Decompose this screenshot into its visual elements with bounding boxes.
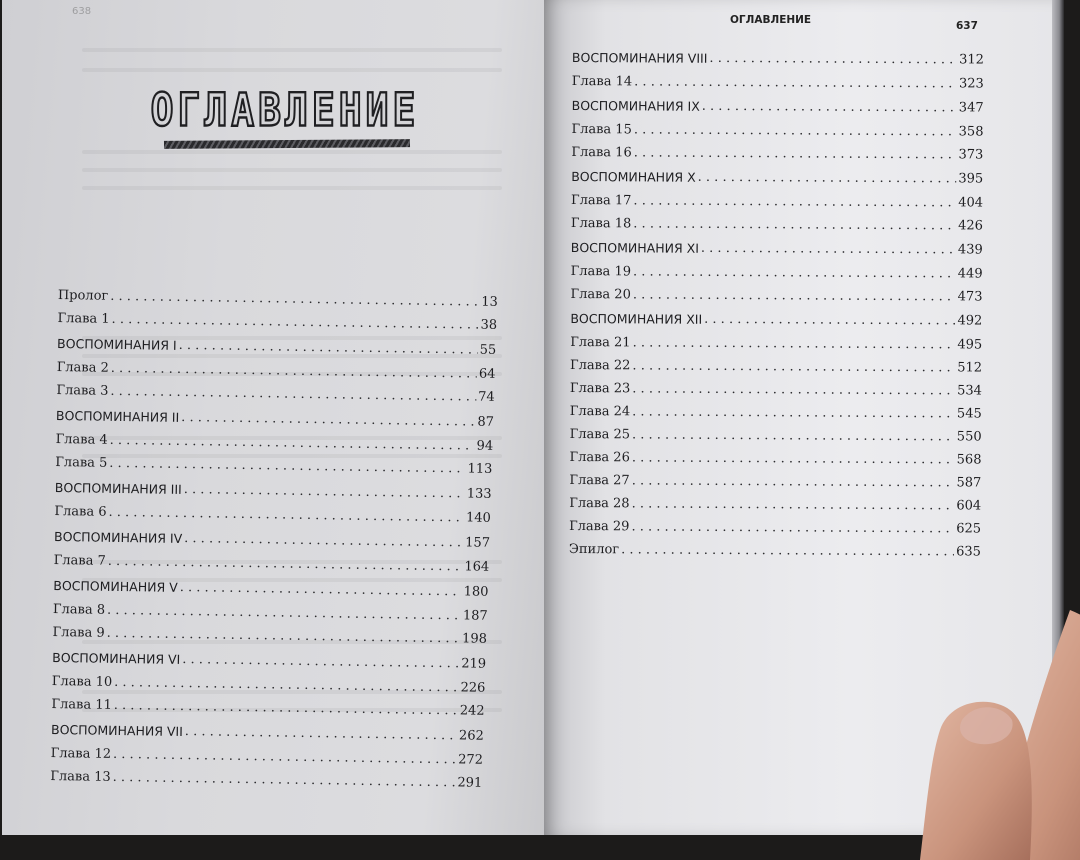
toc-entry-label: Глава 16 [571, 144, 632, 161]
toc-entry-page: 164 [464, 559, 490, 575]
toc-entry [572, 74, 984, 93]
toc-entry-page: 495 [957, 337, 983, 353]
toc-entry [570, 427, 982, 446]
toc-entry-page: 242 [459, 703, 485, 719]
toc-entry [50, 769, 482, 792]
toc-entry [570, 404, 982, 423]
toc-entry [569, 542, 981, 561]
toc-entry-page: 358 [958, 124, 984, 140]
toc-entry [53, 602, 488, 625]
toc-leader-dots [107, 603, 461, 625]
toc-entry [572, 98, 984, 117]
toc-entry-label: Эпилог [568, 541, 620, 558]
toc-list-left [50, 288, 498, 791]
toc-leader-dots [108, 505, 464, 527]
toc-entry-label: Глава 27 [569, 472, 630, 489]
toc-entry-page: 94 [476, 438, 494, 454]
toc-leader-dots [632, 450, 955, 468]
toc-entry-page: 404 [958, 195, 984, 211]
toc-leader-dots [634, 74, 957, 92]
toc-leader-dots [108, 554, 463, 576]
toc-entry-label: Глава 20 [570, 286, 631, 303]
toc-entry [54, 528, 490, 551]
toc-entry-label: Глава 4 [55, 431, 108, 448]
toc-entry-page: 426 [958, 218, 983, 234]
toc-entry [51, 697, 484, 720]
toc-entry-page: 157 [465, 534, 491, 551]
toc-entry-label: Глава 13 [50, 768, 111, 785]
toc-entry [571, 240, 983, 259]
toc-entry-label: Глава 3 [56, 382, 109, 399]
toc-entry-label: Глава 28 [569, 495, 630, 512]
toc-entry-label: ВОСПОМИНАНИЯ X [571, 168, 696, 185]
toc-entry-label: Глава 11 [51, 696, 112, 713]
toc-entry-page: 312 [959, 52, 984, 68]
toc-entry-page: 347 [958, 100, 984, 116]
toc-leader-dots [185, 724, 457, 744]
toc-leader-dots [709, 51, 957, 69]
toc-entry [570, 358, 982, 377]
toc-entry [54, 553, 490, 576]
toc-entry [570, 311, 982, 330]
toc-entry-label: Глава 8 [52, 601, 106, 618]
toc-leader-dots [633, 287, 956, 305]
toc-list-right [568, 50, 984, 560]
toc-entry [569, 450, 981, 469]
toc-entry-label: Глава 7 [53, 552, 106, 569]
toc-entry-label: Глава 10 [51, 673, 113, 690]
toc-entry [56, 383, 495, 406]
toc-entry-page: 534 [957, 383, 982, 399]
toc-entry [570, 287, 982, 306]
left-page-number: 638 [72, 6, 92, 17]
toc-entry-label: ВОСПОМИНАНИЯ V [53, 577, 178, 595]
toc-entry-label: Глава 9 [52, 624, 105, 641]
toc-entry [54, 504, 491, 527]
toc-entry-page: 587 [956, 475, 982, 491]
toc-leader-dots [110, 289, 479, 311]
toc-entry-page: 140 [465, 510, 491, 526]
toc-entry-label: Глава 2 [56, 359, 109, 376]
toc-entry-page: 87 [477, 414, 495, 430]
toc-entry-label: ВОСПОМИНАНИЯ III [54, 479, 182, 497]
toc-entry [569, 519, 981, 538]
toc-entry-page: 272 [458, 752, 484, 768]
toc-leader-dots [701, 241, 956, 259]
toc-entry [56, 407, 494, 430]
toc-entry [571, 145, 983, 164]
left-page [2, 0, 544, 835]
toc-leader-dots [633, 216, 956, 234]
toc-leader-dots [109, 456, 465, 478]
toc-entry-label: ВОСПОМИНАНИЯ XI [570, 239, 699, 256]
toc-entry-page: 625 [956, 521, 982, 537]
toc-entry [571, 169, 983, 188]
toc-leader-dots [107, 626, 461, 648]
running-head: ОГЛАВЛЕНИЕ [730, 14, 812, 26]
toc-entry [51, 746, 484, 769]
toc-leader-dots [704, 312, 955, 330]
toc-entry [58, 288, 498, 311]
toc-leader-dots [634, 145, 957, 163]
toc-entry [570, 381, 982, 400]
toc-entry-label: Глава 1 [57, 310, 110, 327]
toc-entry-page: 262 [458, 727, 484, 744]
toc-entry [57, 311, 497, 334]
toc-entry-page: 449 [957, 266, 983, 282]
toc-entry-label: Глава 18 [570, 215, 632, 232]
toc-entry-label: Глава 29 [569, 518, 630, 535]
toc-entry-page: 198 [461, 631, 488, 647]
toc-entry-page: 604 [956, 498, 982, 514]
toc-leader-dots [631, 519, 954, 537]
toc-entry-page: 113 [467, 461, 493, 477]
toc-entry-label: Глава 14 [571, 73, 633, 90]
toc-entry [571, 122, 983, 141]
toc-leader-dots [113, 747, 456, 768]
toc-entry-label: ВОСПОМИНАНИЯ VI [52, 649, 181, 667]
toc-entry-page: 187 [462, 608, 488, 624]
toc-entry-page: 226 [460, 680, 486, 696]
toc-leader-dots [180, 579, 462, 599]
toc-entry-page: 291 [457, 775, 483, 791]
toc-entry-page: 219 [461, 655, 487, 672]
toc-leader-dots [114, 698, 458, 719]
toc-entry-label: Глава 25 [569, 426, 631, 443]
toc-leader-dots [184, 531, 463, 551]
toc-entry-label: Глава 12 [50, 745, 112, 762]
toc-entry-page: 64 [478, 366, 496, 382]
toc-entry-label: ВОСПОМИНАНИЯ IX [571, 97, 700, 114]
toc-leader-dots [110, 384, 476, 406]
toc-entry [51, 721, 484, 744]
toc-entry-label: ВОСПОМИНАНИЯ VII [50, 721, 183, 739]
toc-leader-dots [632, 381, 955, 399]
toc-leader-dots [632, 427, 955, 445]
toc-leader-dots [698, 170, 957, 188]
toc-entry-page: 13 [481, 294, 498, 310]
toc-entry [569, 496, 981, 515]
toc-entry-page: 395 [958, 171, 984, 187]
toc-entry [55, 455, 492, 478]
toc-leader-dots [633, 264, 956, 282]
toc-leader-dots [182, 651, 459, 671]
toc-entry-label: Глава 17 [571, 192, 632, 209]
toc-entry [571, 216, 983, 235]
toc-entry-label: ВОСПОМИНАНИЯ IV [53, 528, 183, 546]
toc-entry-page: 473 [957, 289, 983, 305]
toc-entry-label: Глава 22 [570, 357, 631, 374]
toc-entry [57, 360, 496, 383]
toc-entry-page: 512 [957, 360, 983, 376]
toc-leader-dots [113, 770, 456, 791]
toc-entry [570, 335, 982, 354]
toc-leader-dots [702, 99, 957, 117]
toc-entry-page: 323 [958, 76, 984, 92]
toc-leader-dots [184, 482, 465, 502]
toc-entry-label: ВОСПОМИНАНИЯ XII [570, 310, 703, 327]
toc-entry-page: 55 [479, 342, 497, 358]
toc-entry-page: 492 [957, 313, 983, 329]
toc-leader-dots [633, 335, 956, 353]
toc-leader-dots [633, 193, 956, 211]
toc-entry-page: 439 [957, 242, 983, 258]
toc-entry-label: ВОСПОМИНАНИЯ VIII [571, 50, 708, 66]
toc-entry-page: 568 [956, 452, 982, 468]
toc-entry [569, 473, 981, 492]
toc-entry [55, 479, 492, 502]
toc-leader-dots [111, 361, 477, 383]
toc-entry-label: Глава 6 [54, 503, 107, 520]
toc-entry-label: Глава 23 [569, 380, 631, 397]
toc-leader-dots [632, 404, 955, 422]
toc-leader-dots [632, 473, 955, 491]
toc-entry-page: 180 [463, 583, 489, 600]
toc-entry-page: 545 [956, 406, 982, 422]
toc-entry-label: ВОСПОМИНАНИЯ II [55, 407, 180, 425]
toc-entry-page: 550 [956, 429, 982, 445]
toc-title: ОГЛАВЛЕНИЕ [150, 83, 420, 137]
toc-entry-page: 133 [466, 485, 492, 502]
toc-entry-page: 373 [958, 147, 984, 163]
toc-entry-label: Глава 26 [569, 449, 630, 466]
toc-leader-dots [632, 496, 955, 514]
toc-leader-dots [632, 358, 955, 376]
toc-entry-label: Глава 5 [55, 454, 108, 471]
toc-entry-label: Глава 15 [571, 121, 632, 138]
toc-entry-label: Пролог [57, 288, 109, 304]
toc-entry-label: Глава 19 [570, 263, 632, 280]
title-underline [164, 139, 410, 149]
toc-entry-label: ВОСПОМИНАНИЯ I [57, 335, 177, 353]
toc-entry-label: Глава 21 [570, 334, 631, 351]
toc-entry-page: 74 [478, 389, 495, 405]
toc-entry-page: 38 [480, 317, 498, 333]
holding-thumb [920, 600, 1080, 860]
toc-entry [572, 50, 984, 69]
toc-heading [150, 83, 420, 137]
page-number: 637 [956, 20, 978, 32]
toc-entry [571, 193, 983, 212]
toc-leader-dots [621, 542, 954, 560]
toc-entry-label: Глава 24 [569, 403, 631, 420]
toc-entry-page: 635 [956, 544, 981, 560]
toc-entry [52, 625, 487, 648]
toc-leader-dots [634, 122, 957, 140]
toc-leader-dots [181, 409, 475, 430]
toc-leader-dots [111, 312, 478, 334]
toc-entry [52, 649, 486, 672]
toc-entry [571, 264, 983, 283]
